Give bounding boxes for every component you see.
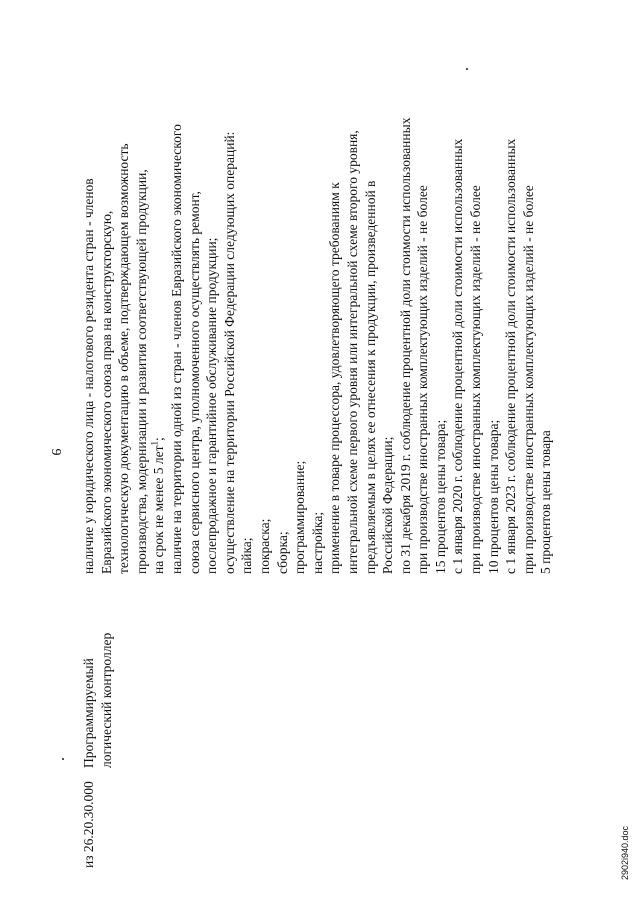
condition-line: интегральной схеме первого уровня или интегральной схеме второго уровня, (344, 130, 360, 574)
condition-line: сборка; (274, 531, 290, 574)
document-reference: 2902i940.doc (620, 825, 630, 880)
condition-line: покраска; (256, 518, 272, 574)
scan-dot (466, 68, 468, 70)
condition-line: наличие у юридического лица - налогового резидента стран - членов (81, 178, 96, 574)
condition-line: 15 процентов цены товара; (432, 419, 448, 574)
page-number: 9 (48, 448, 63, 456)
condition-text: на срок не менее 5 лет (151, 445, 167, 574)
product-name (80, 633, 115, 768)
scan-dot (62, 758, 64, 760)
condition-line: Евразийского экономического союза прав на конструкторскую, (98, 210, 114, 574)
product-name-line: Программируемый (81, 658, 96, 768)
product-name-line: логический контроллер (98, 632, 114, 768)
condition-line: производства, модернизации и развития соответствующей продукции, (133, 169, 149, 574)
condition-line: настройка; (309, 511, 325, 574)
condition-line: наличие на территории одной из стран - членов Евразийского экономического (168, 124, 184, 574)
condition-line: предъявляемым в целях ее отнесения к продукции, произведенной в (362, 180, 378, 574)
product-code: из 26.20.30.000 (81, 781, 96, 868)
condition-line: с 1 января 2023 г. соблюдение процентной доли стоимости использованных (503, 138, 519, 574)
condition-line: при производстве иностранных комплектующих изделий - не более (468, 185, 484, 574)
condition-line: применение в товаре процессора, удовлетворяющего требованиям к (327, 182, 343, 574)
condition-line: Российской Федерации; (380, 436, 396, 574)
footnote-suffix: ; (151, 437, 167, 442)
condition-line: при производстве иностранных комплектующих изделий - не более (415, 185, 431, 574)
condition-line: союза сервисного центра, уполномоченного осуществлять ремонт, (186, 191, 202, 574)
footnote-mark: 1 (149, 441, 160, 446)
condition-line: осуществление на территории Российской Федерации следующих операций: (221, 131, 237, 574)
conditions-text (80, 118, 555, 574)
condition-line: по 31 декабря 2019 г. соблюдение процентной доли стоимости использованных (397, 117, 413, 574)
condition-line-with-footnote (150, 118, 168, 574)
condition-line: при производстве иностранных комплектующих изделий - не более (520, 185, 536, 574)
condition-line: технологическую документацию в объеме, подтверждающем возможность (116, 143, 132, 574)
condition-line: программирование; (292, 460, 308, 574)
condition-line: 10 процентов цены товара; (485, 419, 501, 574)
condition-line: пайка; (239, 537, 255, 574)
condition-line: с 1 января 2020 г. соблюдение процентной доли стоимости использованных (450, 138, 466, 574)
condition-line: 5 процентов цены товара (538, 430, 554, 574)
condition-line: послепродажное и гарантийное обслуживание продукции; (204, 237, 220, 574)
